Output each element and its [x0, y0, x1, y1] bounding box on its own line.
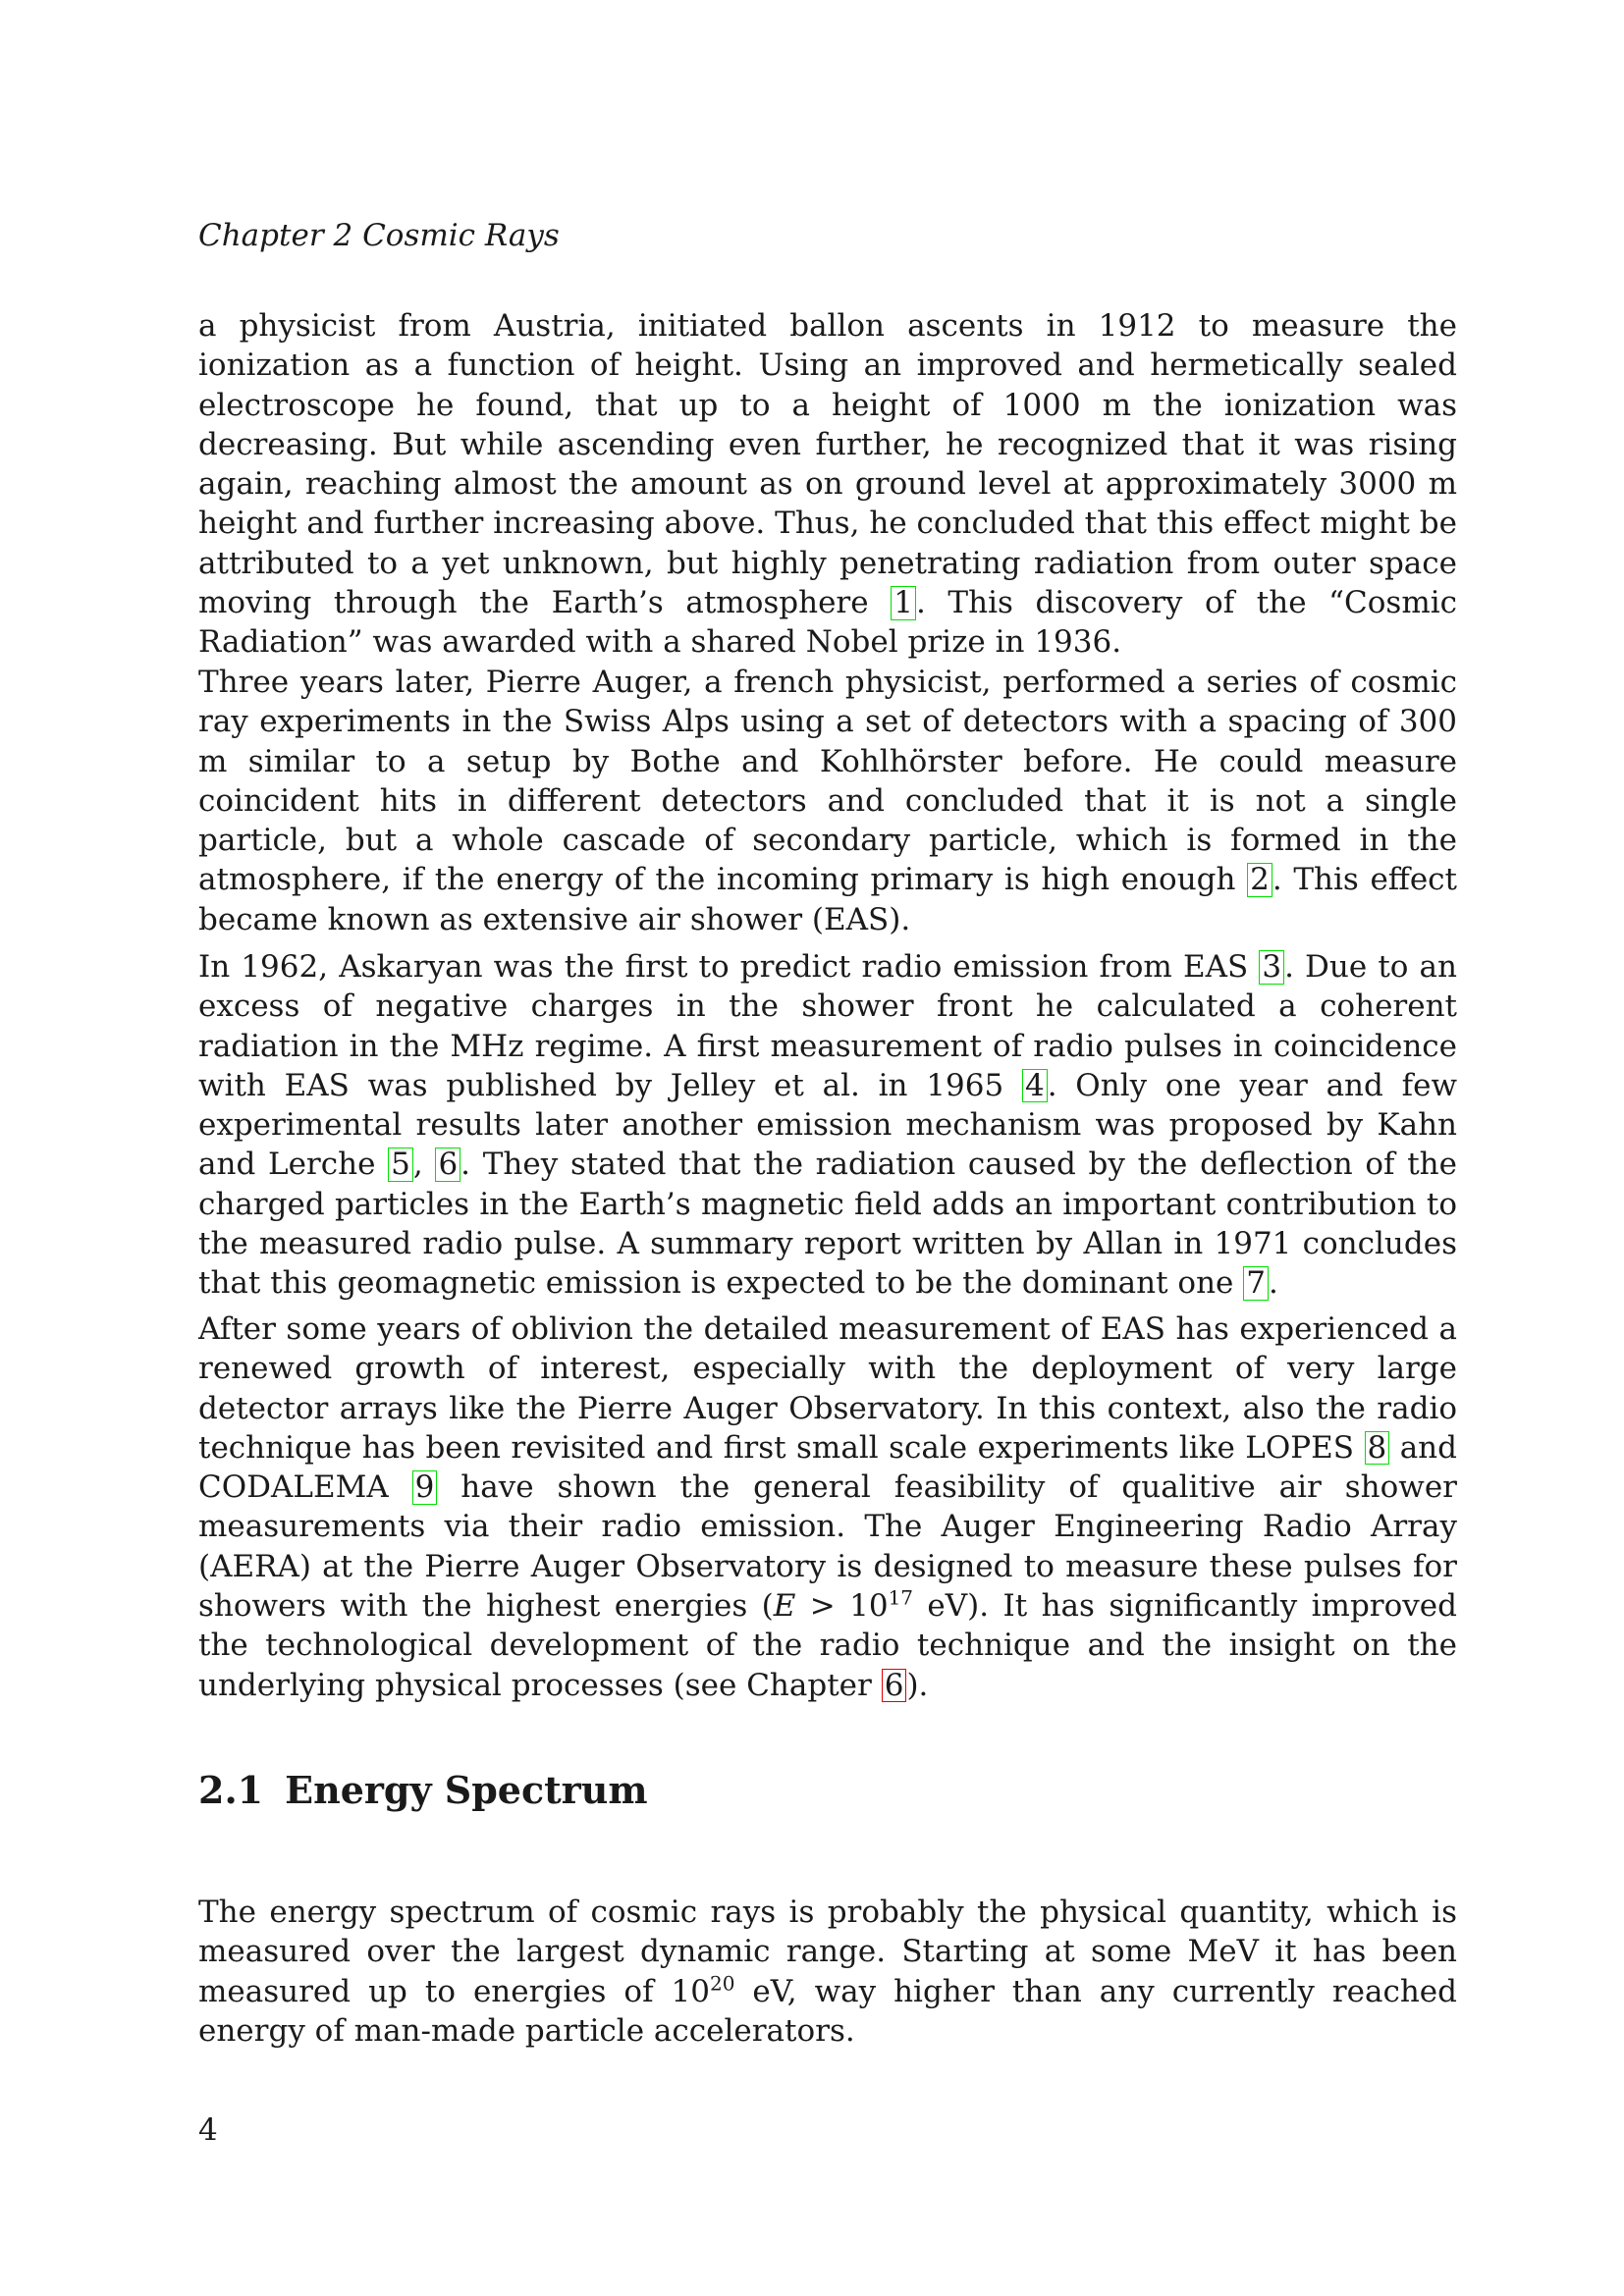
math-variable-e: E — [773, 1588, 796, 1625]
section-number: 2.1 — [198, 1768, 264, 1812]
paragraph-2-part-b: . This effect became known as extensive air shower (EAS). — [198, 862, 1457, 937]
citation-link-8[interactable]: 8 — [1365, 1431, 1390, 1466]
paragraph-1-text — [198, 306, 1457, 663]
citation-link-1[interactable]: 1 — [891, 586, 916, 620]
paragraph-3-part-c: . Only one year and few experimental results later another emission mechanism was proposed by Kahn and Lerche — [198, 1067, 1457, 1183]
citation-link-6[interactable]: 6 — [435, 1148, 460, 1182]
math-exponent: 17 — [888, 1585, 914, 1610]
paragraph-askaryan — [198, 947, 1457, 1304]
paragraph-4-part-d: eV). It has significantly improved the technological development of the radio technique and the insight on the underlying physical processes (see Chapter — [198, 1588, 1457, 1703]
paragraph-aera — [198, 1309, 1457, 1705]
paragraph-1-part-a: a physicist from Austria, initiated ballon ascents in 1912 to measure the ionization as a function of height. Using an improved and hermetically sealed electroscope he found, that up to a height of 1000 m the ionization was decreasing. But while ascending even further, he recognized that it was rising again, reaching almost the amount as on ground level at approximately 3000 m height and further increasing above. Thus, he concluded that this effect might be attributed to a yet unknown, but highly penetrating radiation from outer space moving through the Earth’s atmosphere — [198, 308, 1457, 621]
section-title: Energy Spectrum — [285, 1768, 648, 1812]
citation-link-4[interactable]: 4 — [1022, 1069, 1048, 1103]
citation-link-2[interactable]: 2 — [1247, 863, 1272, 897]
paragraph-4-part-c: have shown the general feasibility of qualitive air shower measurements via their radio emission. The Auger Engineering Radio Array (AERA) at the Pierre Auger Observatory is designed to measure these pulses for showers with the highest energies ( — [198, 1469, 1458, 1625]
paragraph-3-part-b: . Due to an excess of negative charges in the shower front he calculated a coherent radiation in the MHz regime. A first measurement of radio pulses in coincidence with EAS was published by Jelley et al. in 1965 — [198, 949, 1458, 1103]
citation-link-3[interactable]: 3 — [1259, 950, 1284, 985]
citation-separator: , — [412, 1147, 436, 1183]
citation-link-5[interactable]: 5 — [388, 1148, 413, 1182]
math-operator: > 10 — [795, 1588, 889, 1625]
citation-link-7[interactable]: 7 — [1243, 1266, 1269, 1301]
paragraph-4-text — [198, 1309, 1457, 1705]
energy-exponent: 20 — [710, 1971, 735, 1996]
paragraph-4-part-e: ). — [906, 1667, 929, 1703]
paragraph-2-text — [198, 663, 1457, 939]
paragraph-2-part-a: Three years later, Pierre Auger, a french physicist, performed a series of cosmic ray experiments in the Swiss Alps using a set of detectors with a spacing of 300 m similar to a setup by Bothe and Kohlhörster before. He could measure coincident hits in different detectors and concluded that it is not a single particle, but a whole cascade of secondary particle, which is formed in the atmosphere, if the energy of the incoming primary is high enough — [198, 665, 1457, 898]
paragraph-3-text — [198, 947, 1457, 1304]
paragraph-4-part-a: After some years of oblivion the detailed measurement of EAS has experienced a renewed growth of interest, especially with the deployment of very large detector arrays like the Pierre Auger Observatory. In this context, also the radio technique has been revisited and first small scale experiments like LOPES — [198, 1311, 1457, 1466]
paragraph-5-text — [198, 1893, 1457, 2051]
running-header: Chapter 2 Cosmic Rays — [198, 218, 560, 253]
paragraph-3-part-a: In 1962, Askaryan was the first to predict radio emission from EAS — [198, 949, 1260, 985]
paragraph-3-part-e: . — [1268, 1265, 1278, 1302]
section-heading — [198, 1767, 648, 1814]
paragraph-hess — [198, 306, 1457, 663]
paragraph-3-part-d: . They stated that the radiation caused by the deflection of the charged particles in the Earth’s magnetic field adds an important contribution to the measured radio pulse. A summary report written by Allan in 1971 concludes that this geomagnetic emission is expected to be the dominant one — [198, 1147, 1457, 1302]
paragraph-energy-spectrum — [198, 1893, 1457, 2051]
paragraph-auger — [198, 663, 1457, 939]
page-number: 4 — [198, 2112, 218, 2148]
citation-link-9[interactable]: 9 — [412, 1470, 438, 1505]
paragraph-5-part-a: The energy spectrum of cosmic rays is probably the physical quantity, which is measured over the largest dynamic range. Starting at some MeV it has been measured up to energies of 10 — [198, 1895, 1457, 2009]
chapter-crossref-link[interactable]: 6 — [882, 1669, 907, 1703]
paragraph-1-part-b: . This discovery of the “Cosmic Radiation” was awarded with a shared Nobel prize in 1936. — [198, 585, 1457, 661]
paragraph-5-part-b: eV, way higher than any currently reached energy of man-made particle accelerators. — [198, 1973, 1457, 2049]
paragraph-4-part-b: and CODALEMA — [198, 1429, 1457, 1506]
